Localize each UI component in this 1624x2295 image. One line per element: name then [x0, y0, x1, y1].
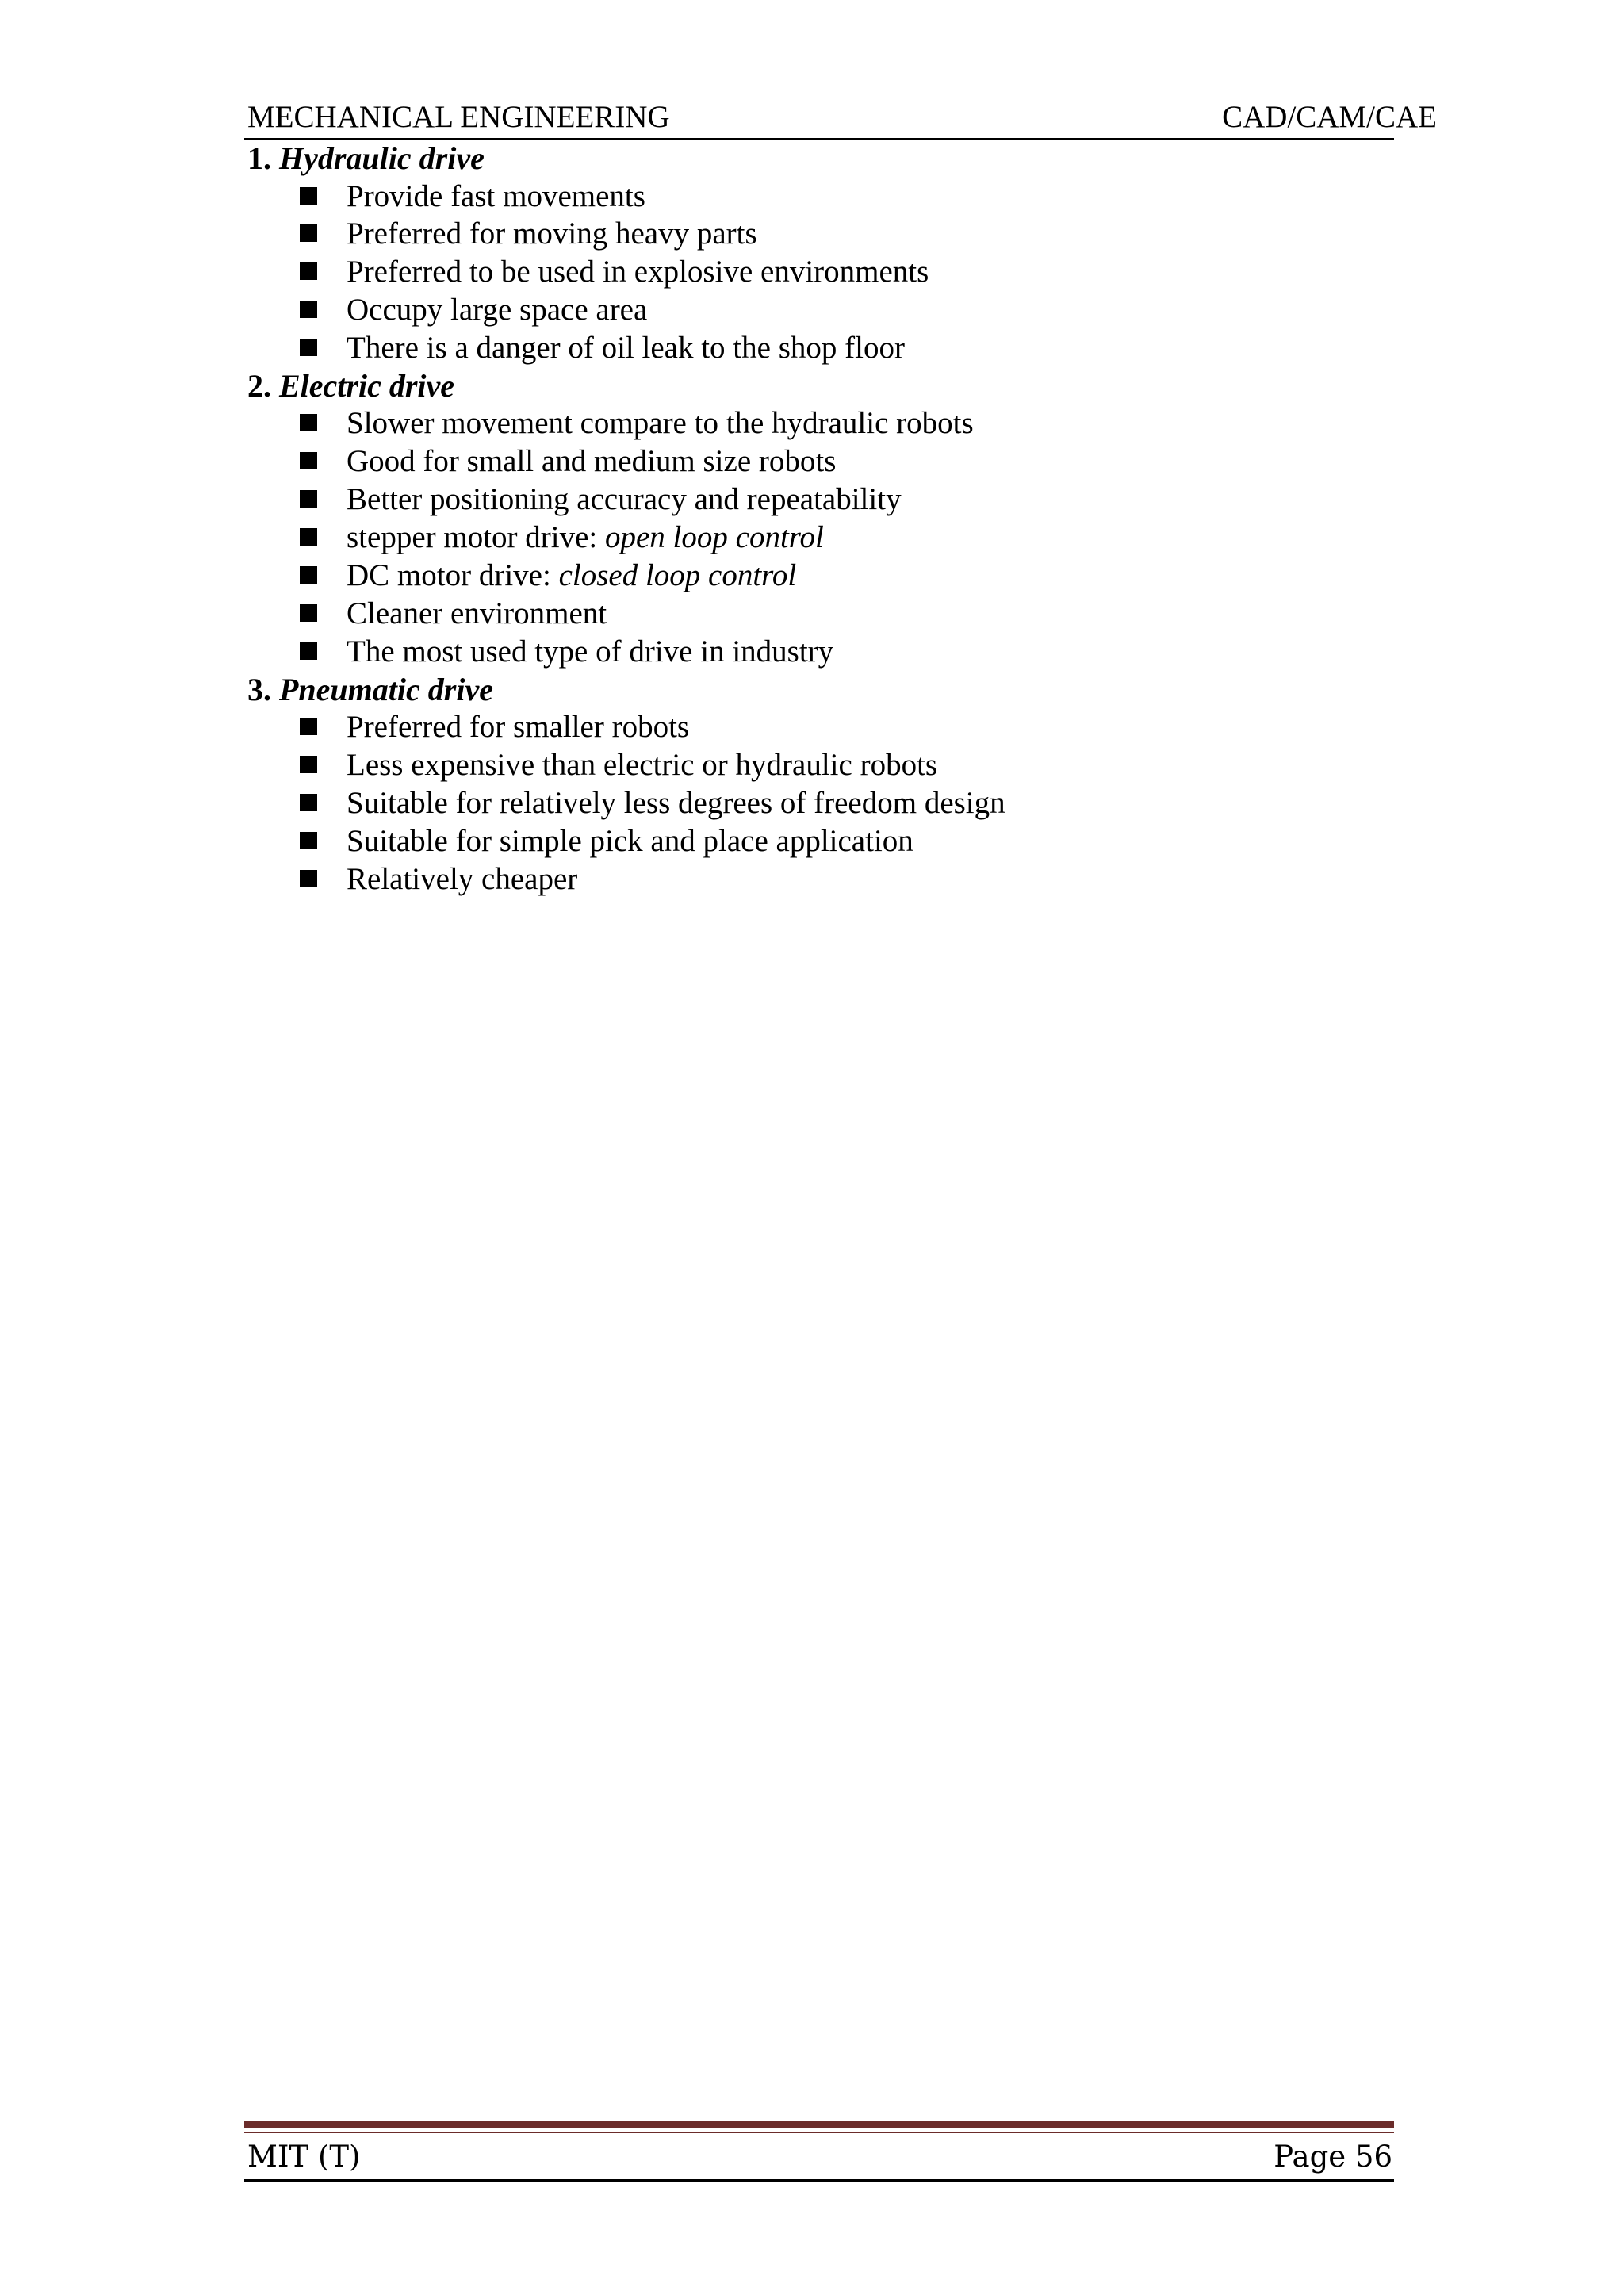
list-item	[247, 784, 1397, 822]
list-item-text: Less expensive than electric or hydraulic robots	[347, 748, 938, 783]
square-bullet-icon	[300, 718, 317, 735]
square-bullet-icon	[300, 832, 317, 849]
list-item-text: The most used type of drive in industry	[347, 634, 834, 669]
list-item	[247, 481, 1397, 519]
list-item	[247, 557, 1397, 595]
list-item	[247, 595, 1397, 633]
list-item-text: Occupy large space area	[347, 293, 648, 328]
list-item-text: Provide fast movements	[347, 178, 645, 213]
list-item-text: Preferred to be used in explosive environments	[347, 255, 929, 289]
square-bullet-icon	[300, 642, 317, 660]
list-item	[247, 443, 1397, 481]
list-item-text: Good for small and medium size robots	[347, 444, 837, 479]
list-item	[247, 404, 1397, 443]
list-item-emphasis: closed loop control	[558, 558, 797, 593]
square-bullet-icon	[300, 870, 317, 887]
section-number: 1.	[247, 140, 271, 176]
list-item	[247, 253, 1397, 291]
square-bullet-icon	[300, 187, 317, 205]
list-item	[247, 822, 1397, 860]
square-bullet-icon	[300, 414, 317, 431]
footer-bottom-divider	[244, 2179, 1394, 2182]
section-title: Hydraulic drive	[279, 140, 485, 176]
page-footer	[247, 2135, 1392, 2179]
list-item	[247, 178, 1397, 216]
header-course: CAD/CAM/CAE	[1222, 100, 1437, 134]
list-item-text: Better positioning accuracy and repeatability	[347, 482, 902, 517]
footer-divider-thick	[244, 2121, 1394, 2128]
square-bullet-icon	[300, 490, 317, 508]
list-item-text: DC motor drive:	[347, 558, 559, 593]
list-item	[247, 633, 1397, 671]
section-heading	[247, 671, 1397, 709]
square-bullet-icon	[300, 756, 317, 773]
bullet-list	[247, 178, 1397, 367]
square-bullet-icon	[300, 794, 317, 811]
page-header	[247, 95, 1437, 140]
square-bullet-icon	[300, 339, 317, 356]
footer-divider-thin	[244, 2132, 1394, 2133]
list-item-text: stepper motor drive:	[347, 520, 605, 555]
list-item	[247, 708, 1397, 746]
list-item	[247, 519, 1397, 557]
list-item	[247, 215, 1397, 253]
bullet-list	[247, 404, 1397, 670]
list-item-emphasis: open loop control	[605, 520, 824, 555]
list-item-text: Suitable for simple pick and place application	[347, 823, 914, 858]
header-department: MECHANICAL ENGINEERING	[247, 100, 670, 134]
square-bullet-icon	[300, 301, 317, 318]
list-item	[247, 860, 1397, 898]
bullet-list	[247, 708, 1397, 898]
square-bullet-icon	[300, 566, 317, 584]
section-pneumatic-drive	[247, 671, 1397, 898]
square-bullet-icon	[300, 528, 317, 546]
section-title: Pneumatic drive	[279, 671, 493, 707]
list-item-text: Preferred for smaller robots	[347, 710, 690, 745]
square-bullet-icon	[300, 604, 317, 622]
section-number: 2.	[247, 367, 271, 404]
square-bullet-icon	[300, 262, 317, 280]
list-item-text: Suitable for relatively less degrees of freedom design	[347, 785, 1005, 820]
section-hydraulic-drive	[247, 140, 1397, 367]
square-bullet-icon	[300, 224, 317, 242]
document-body	[247, 140, 1397, 898]
section-number: 3.	[247, 671, 271, 707]
section-electric-drive	[247, 367, 1397, 671]
section-heading	[247, 140, 1397, 178]
section-title: Electric drive	[279, 367, 455, 404]
list-item-text: Slower movement compare to the hydraulic robots	[347, 406, 974, 441]
section-heading	[247, 367, 1397, 405]
list-item	[247, 291, 1397, 329]
list-item-text: Cleaner environment	[347, 596, 607, 630]
square-bullet-icon	[300, 452, 317, 469]
page-number: Page 56	[1274, 2140, 1392, 2174]
list-item	[247, 746, 1397, 784]
list-item-text: Preferred for moving heavy parts	[347, 216, 757, 251]
list-item-text: Relatively cheaper	[347, 861, 578, 896]
list-item	[247, 329, 1397, 367]
list-item-text: There is a danger of oil leak to the shop floor	[347, 331, 905, 366]
footer-institution: MIT (T)	[247, 2140, 361, 2174]
